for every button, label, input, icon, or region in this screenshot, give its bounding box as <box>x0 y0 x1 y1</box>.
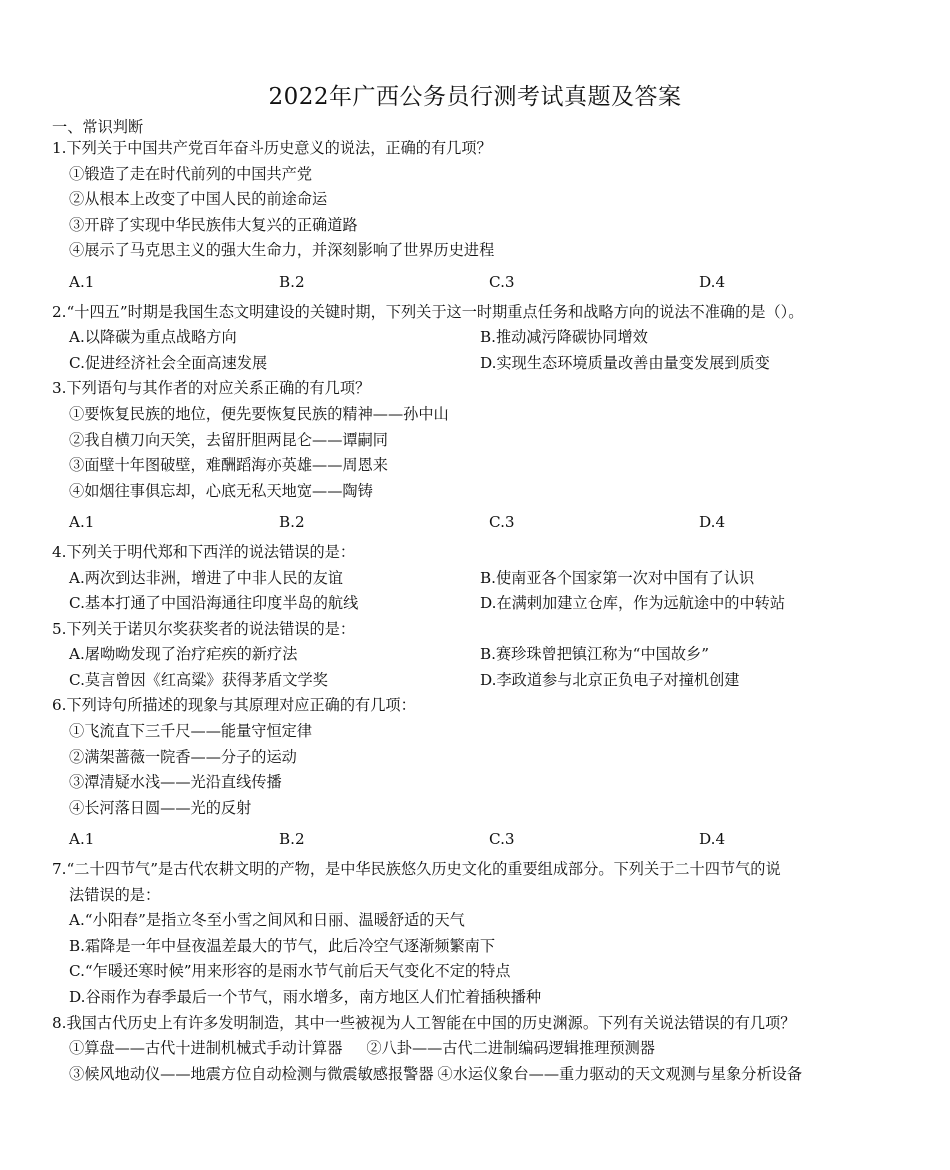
option-d: D.谷雨作为春季最后一个节气，雨水增多，南方地区人们忙着插秧播种 <box>69 988 542 1006</box>
option-b: B.2 <box>279 272 305 291</box>
answer-options-row-2 <box>52 351 922 377</box>
question-stem: 5.下列关于诺贝尔奖获奖者的说法错误的是： <box>52 619 356 638</box>
option-c: C.3 <box>489 272 515 291</box>
option-b: B.赛珍珠曾把镇江称为“中国故乡” <box>480 645 709 664</box>
question-item: ④如烟往事俱忘却，心底无私天地宽——陶铸 <box>69 481 373 500</box>
question-item: ③面壁十年图破壁，难酬蹈海亦英雄——周恩来 <box>69 456 388 475</box>
question-item: ②我自横刀向天笑，去留肝胆两昆仑——谭嗣同 <box>69 430 388 449</box>
document-title: 2022年广西公务员行测考试真题及答案 <box>268 84 682 110</box>
question-item: ③潭清疑水浅——光沿直线传播 <box>69 773 282 792</box>
answer-options-row-2 <box>52 668 922 694</box>
option-a: A.屠呦呦发现了治疗疟疾的新疗法 <box>69 645 298 664</box>
answer-options-row-2 <box>52 591 922 617</box>
question-stem: 4.下列关于明代郑和下西洋的说法错误的是： <box>52 542 356 561</box>
question-7 <box>52 857 922 1011</box>
question-item: ①算盘——古代十进制机械式手动计算器 <box>69 1039 343 1058</box>
option-d: D.4 <box>699 513 726 532</box>
question-4 <box>52 540 922 617</box>
question-8 <box>52 1011 922 1088</box>
answer-options <box>52 510 922 536</box>
question-stem: 3.下列语句与其作者的对应关系正确的有几项？ <box>52 379 371 398</box>
question-item: ①要恢复民族的地位，便先要恢复民族的精神——孙中山 <box>69 404 449 423</box>
question-item: ②八卦——古代二进制编码逻辑推理预测器 <box>366 1039 655 1058</box>
document-body <box>52 118 922 1087</box>
option-b: B.2 <box>279 513 305 532</box>
option-d: D.在满剌加建立仓库，作为远航途中的中转站 <box>480 594 786 613</box>
option-a: A.两次到达非洲，增进了中非人民的友谊 <box>69 568 343 587</box>
question-item: ③候风地动仪——地震方位自动检测与微震敏感报警器 <box>69 1064 434 1083</box>
question-item: ④展示了马克思主义的强大生命力，并深刻影响了世界历史进程 <box>69 241 495 260</box>
question-stem: 8.我国古代历史上有许多发明制造，其中一些被视为人工智能在中国的历史渊源。下列有关说法错误的有几项？ <box>52 1013 796 1032</box>
question-stem: 2.“十四五”时期是我国生态文明建设的关键时期，下列关于这一时期重点任务和战略方向的说法不准确的是（）。 <box>52 302 804 321</box>
option-b: B.使南亚各个国家第一次对中国有了认识 <box>480 568 755 587</box>
option-d: D.4 <box>699 830 726 849</box>
question-stem-continued: 法错误的是： <box>69 885 161 904</box>
answer-options <box>52 827 922 853</box>
option-b: B.2 <box>279 830 305 849</box>
option-c: C.莫言曾因《红高粱》获得茅盾文学奖 <box>69 670 328 689</box>
section-heading: 一、常识判断 <box>52 118 144 136</box>
option-c: C.3 <box>489 830 515 849</box>
answer-options <box>52 270 922 296</box>
option-c: C.“乍暖还寒时候”用来形容的是雨水节气前后天气变化不定的特点 <box>69 962 511 981</box>
question-item: ②从根本上改变了中国人民的前途命运 <box>69 190 328 209</box>
option-a: A.1 <box>69 272 95 291</box>
question-items-row-1 <box>52 1036 922 1062</box>
option-a: A.1 <box>69 830 95 849</box>
question-6 <box>52 693 922 853</box>
answer-options-row-1 <box>52 642 922 668</box>
option-a: A.以降碳为重点战略方向 <box>69 328 237 347</box>
question-stem: 7.“二十四节气”是古代农耕文明的产物，是中华民族悠久历史文化的重要组成部分。下列关于二十四节气的说 <box>52 860 781 879</box>
question-stem: 6.下列诗句所描述的现象与其原理对应正确的有几项： <box>52 696 416 715</box>
question-item: ③开辟了实现中华民族伟大复兴的正确道路 <box>69 215 358 234</box>
question-5 <box>52 617 922 694</box>
option-a: A.“小阳春”是指立冬至小雪之间风和日丽、温暖舒适的天气 <box>69 911 465 930</box>
option-b: B.霜降是一年中昼夜温差最大的节气，此后冷空气逐渐频繁南下 <box>69 936 496 955</box>
question-1 <box>52 136 922 296</box>
option-c: C.基本打通了中国沿海通往印度半岛的航线 <box>69 594 359 613</box>
option-d: D.实现生态环境质量改善由量变发展到质变 <box>480 353 770 372</box>
option-d: D.4 <box>699 272 726 291</box>
answer-options-row-1 <box>52 566 922 592</box>
question-item: ①锻造了走在时代前列的中国共产党 <box>69 164 312 183</box>
answer-options-row-1 <box>52 325 922 351</box>
option-c: C.促进经济社会全面高速发展 <box>69 353 268 372</box>
question-items-row-2 <box>52 1062 922 1088</box>
question-item: ④长河落日圆——光的反射 <box>69 798 252 817</box>
question-2 <box>52 300 922 377</box>
question-3 <box>52 376 922 536</box>
question-item: ④水运仪象台——重力驱动的天文观测与星象分析设备 <box>437 1064 802 1083</box>
question-stem: 1.下列关于中国共产党百年奋斗历史意义的说法，正确的有几项？ <box>52 139 492 157</box>
option-b: B.推动减污降碳协同增效 <box>480 328 648 347</box>
question-item: ①飞流直下三千尺——能量守恒定律 <box>69 722 312 741</box>
option-c: C.3 <box>489 513 515 532</box>
option-a: A.1 <box>69 513 95 532</box>
question-item: ②满架蔷薇一院香——分子的运动 <box>69 747 297 766</box>
option-d: D.李政道参与北京正负电子对撞机创建 <box>480 670 740 689</box>
